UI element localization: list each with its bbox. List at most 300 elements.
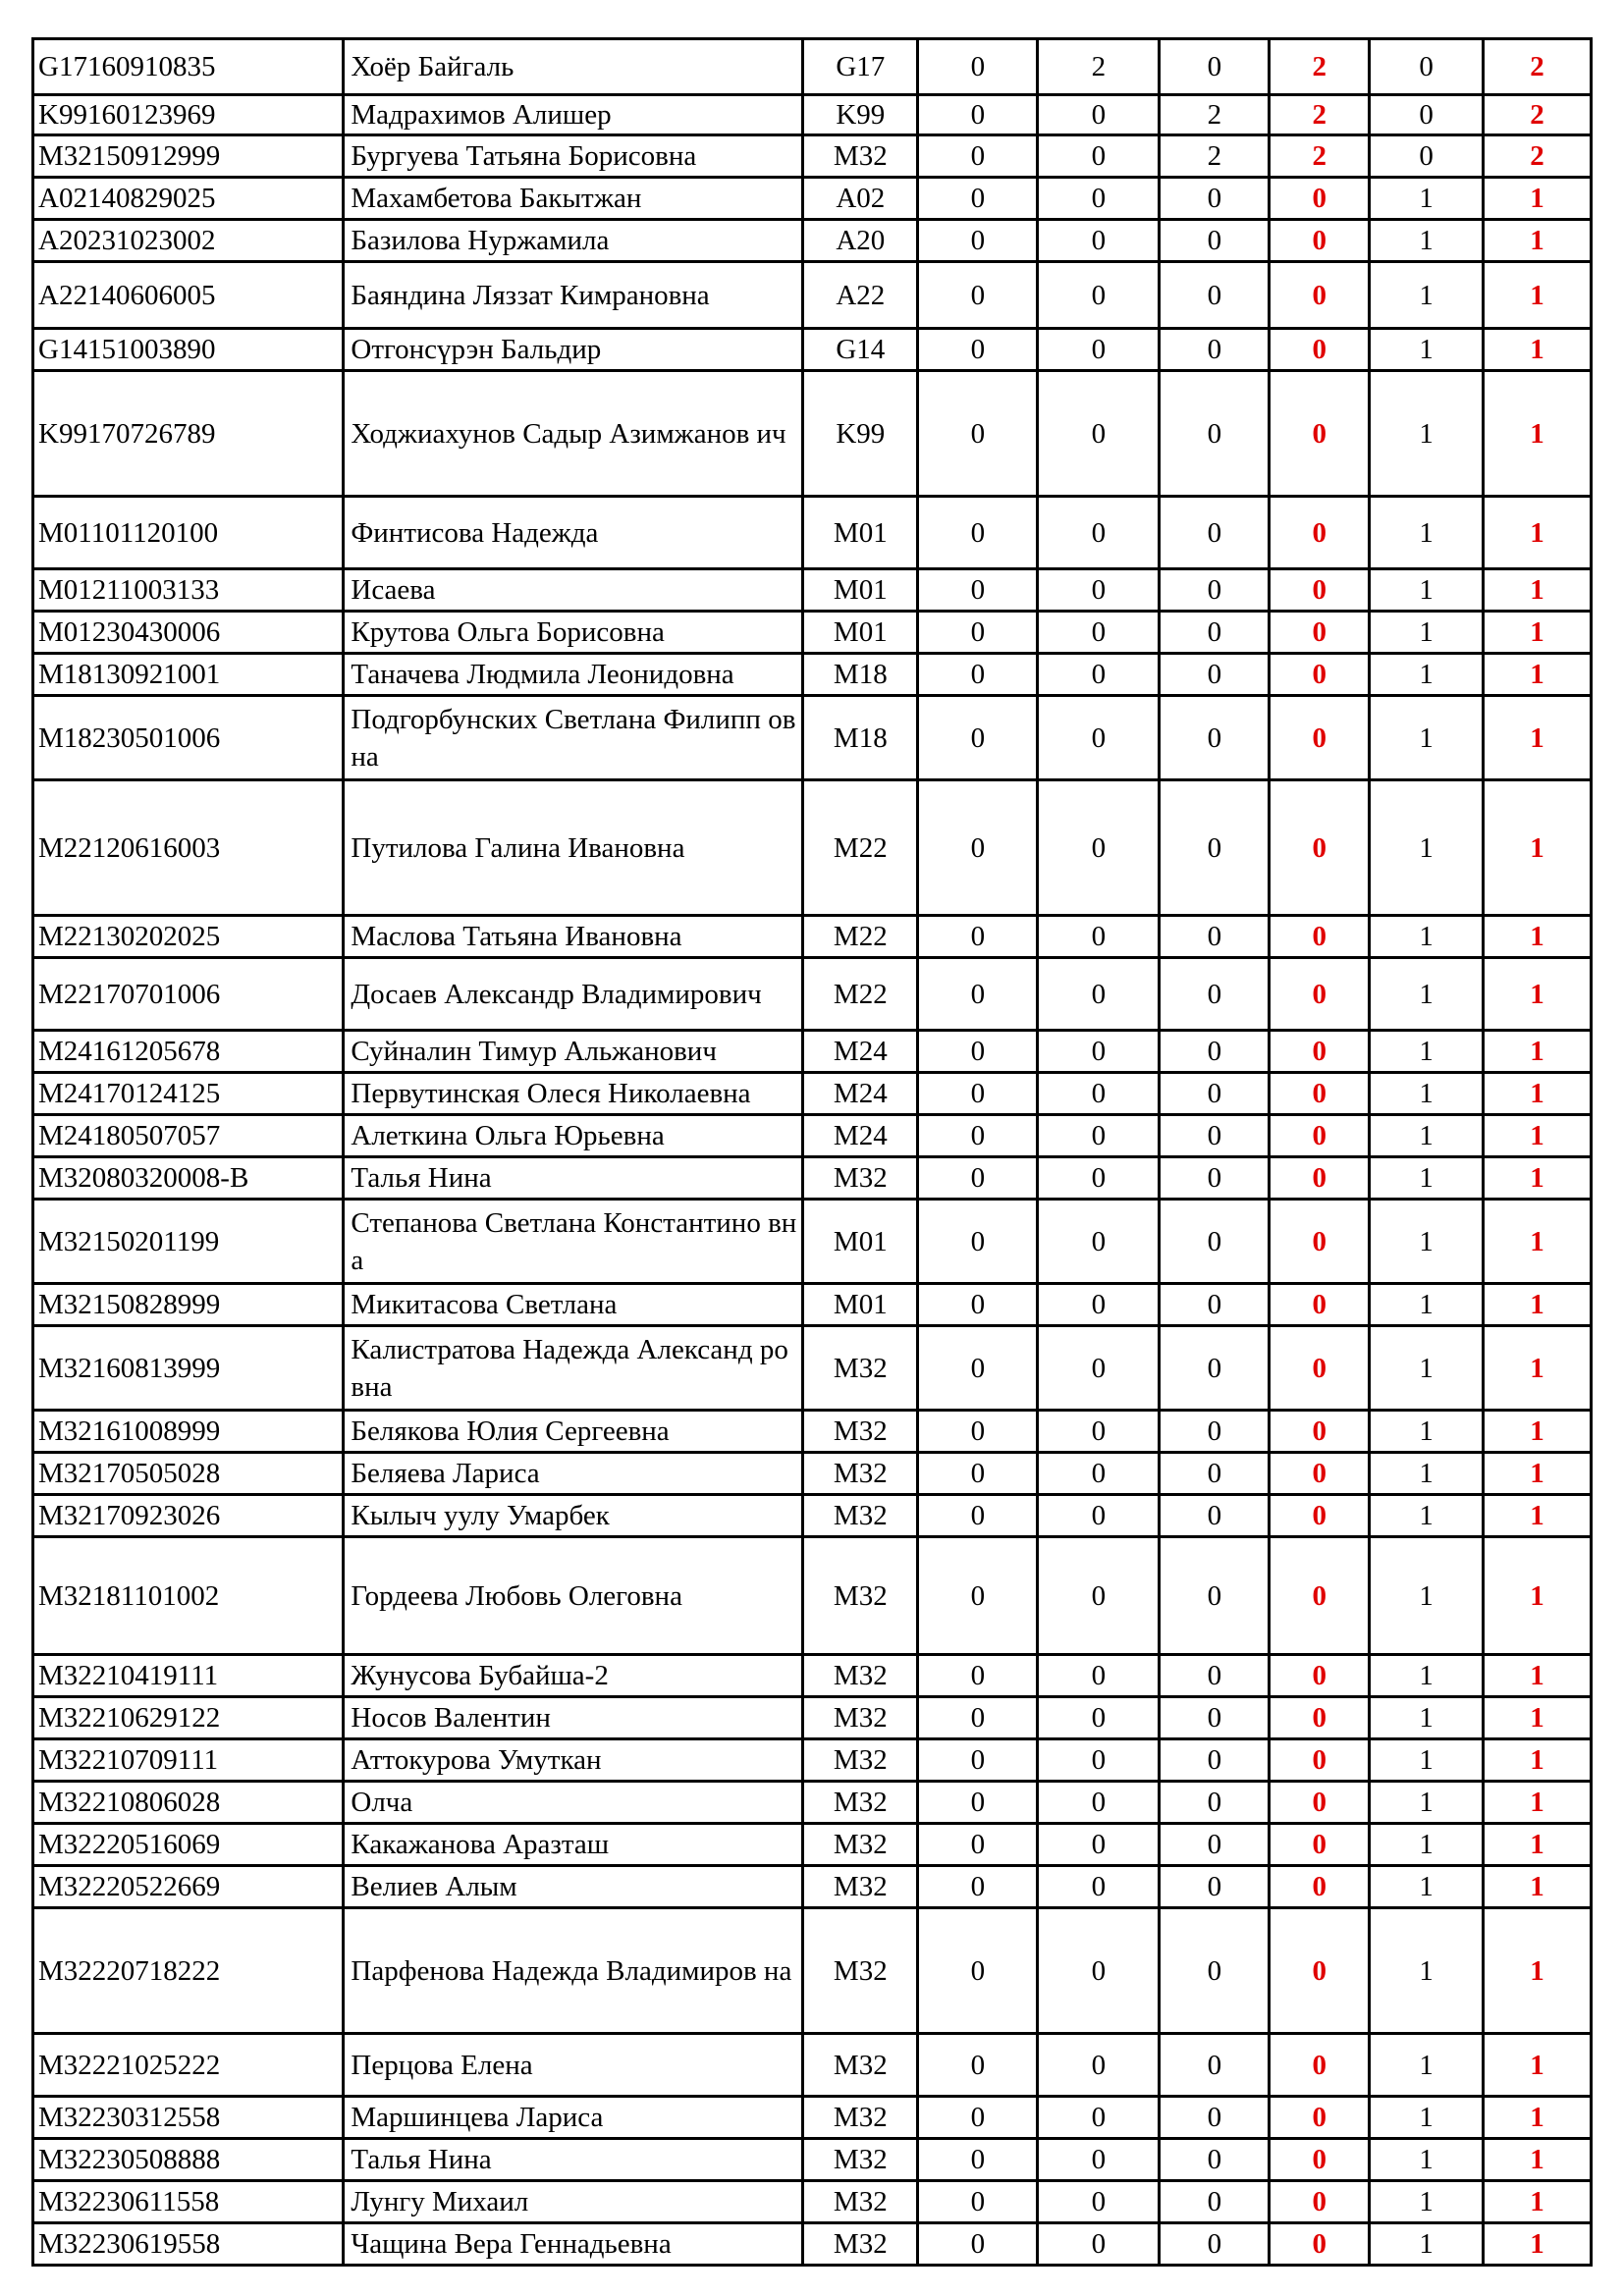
subtotal-cell: 0 bbox=[1270, 1157, 1370, 1200]
participant-code-cell: M24180507057 bbox=[33, 1115, 344, 1157]
score-cell-4: 1 bbox=[1370, 958, 1484, 1031]
total-cell: 1 bbox=[1484, 2034, 1592, 2097]
score-cell-1: 0 bbox=[918, 569, 1038, 612]
participant-code-cell: M32170923026 bbox=[33, 1495, 344, 1537]
subtotal-cell: 0 bbox=[1270, 1411, 1370, 1453]
participant-name-cell: Таначева Людмила Леонидовна bbox=[344, 654, 803, 696]
region-cell: M01 bbox=[803, 1284, 918, 1326]
participant-code-cell: M32220516069 bbox=[33, 1824, 344, 1866]
score-cell-4: 1 bbox=[1370, 2223, 1484, 2266]
table-row bbox=[33, 1908, 1592, 2034]
participant-name-cell: Алеткина Ольга Юрьевна bbox=[344, 1115, 803, 1157]
participant-code-cell: M32220522669 bbox=[33, 1866, 344, 1908]
subtotal-cell: 0 bbox=[1270, 1537, 1370, 1655]
score-cell-3: 0 bbox=[1160, 1866, 1270, 1908]
table-row bbox=[33, 1866, 1592, 1908]
region-cell: M32 bbox=[803, 2223, 918, 2266]
score-cell-4: 0 bbox=[1370, 135, 1484, 178]
region-cell: G14 bbox=[803, 329, 918, 371]
participant-name-cell: Калистратова Надежда Александ ровна bbox=[344, 1326, 803, 1411]
score-cell-4: 1 bbox=[1370, 178, 1484, 220]
participant-name-cell: Талья Нина bbox=[344, 2139, 803, 2181]
subtotal-cell: 0 bbox=[1270, 220, 1370, 262]
participant-code-cell: G17160910835 bbox=[33, 39, 344, 95]
participant-code-cell: A02140829025 bbox=[33, 178, 344, 220]
region-cell: M22 bbox=[803, 958, 918, 1031]
table-row bbox=[33, 612, 1592, 654]
total-cell: 1 bbox=[1484, 2097, 1592, 2139]
subtotal-cell: 0 bbox=[1270, 329, 1370, 371]
region-cell: M01 bbox=[803, 612, 918, 654]
table-row bbox=[33, 2223, 1592, 2266]
participant-code-cell: M01230430006 bbox=[33, 612, 344, 654]
participant-name-cell: Белякова Юлия Сергеевна bbox=[344, 1411, 803, 1453]
score-cell-1: 0 bbox=[918, 39, 1038, 95]
score-cell-2: 0 bbox=[1038, 329, 1160, 371]
region-cell: M32 bbox=[803, 1824, 918, 1866]
score-cell-2: 0 bbox=[1038, 916, 1160, 958]
region-cell: M32 bbox=[803, 2139, 918, 2181]
total-cell: 1 bbox=[1484, 1284, 1592, 1326]
table-row bbox=[33, 2181, 1592, 2223]
score-cell-2: 0 bbox=[1038, 262, 1160, 329]
participant-name-cell: Носов Валентин bbox=[344, 1697, 803, 1739]
region-cell: M32 bbox=[803, 1739, 918, 1782]
region-cell: M32 bbox=[803, 1495, 918, 1537]
region-cell: M32 bbox=[803, 1453, 918, 1495]
total-cell: 2 bbox=[1484, 135, 1592, 178]
subtotal-cell: 0 bbox=[1270, 1824, 1370, 1866]
score-cell-4: 1 bbox=[1370, 1411, 1484, 1453]
score-cell-4: 1 bbox=[1370, 1284, 1484, 1326]
subtotal-cell: 0 bbox=[1270, 2034, 1370, 2097]
subtotal-cell: 0 bbox=[1270, 178, 1370, 220]
score-cell-1: 0 bbox=[918, 1495, 1038, 1537]
participant-code-cell: K99160123969 bbox=[33, 95, 344, 135]
score-cell-1: 0 bbox=[918, 497, 1038, 569]
table-row bbox=[33, 262, 1592, 329]
participant-name-cell: Подгорбунских Светлана Филипп овна bbox=[344, 696, 803, 780]
subtotal-cell: 0 bbox=[1270, 1453, 1370, 1495]
subtotal-cell: 0 bbox=[1270, 371, 1370, 497]
participant-name-cell: Велиев Алым bbox=[344, 1866, 803, 1908]
score-cell-4: 1 bbox=[1370, 1200, 1484, 1284]
participant-name-cell: Первутинская Олеся Николаевна bbox=[344, 1073, 803, 1115]
total-cell: 1 bbox=[1484, 1824, 1592, 1866]
region-cell: M32 bbox=[803, 2181, 918, 2223]
participant-name-cell: Крутова Ольга Борисовна bbox=[344, 612, 803, 654]
score-cell-3: 0 bbox=[1160, 2223, 1270, 2266]
total-cell: 1 bbox=[1484, 371, 1592, 497]
score-cell-3: 0 bbox=[1160, 1411, 1270, 1453]
score-cell-4: 1 bbox=[1370, 1908, 1484, 2034]
total-cell: 1 bbox=[1484, 2181, 1592, 2223]
score-cell-4: 1 bbox=[1370, 371, 1484, 497]
participant-code-cell: K99170726789 bbox=[33, 371, 344, 497]
subtotal-cell: 0 bbox=[1270, 1655, 1370, 1697]
score-cell-1: 0 bbox=[918, 2223, 1038, 2266]
score-cell-3: 0 bbox=[1160, 569, 1270, 612]
subtotal-cell: 0 bbox=[1270, 696, 1370, 780]
table-row bbox=[33, 1739, 1592, 1782]
table-row bbox=[33, 1115, 1592, 1157]
score-cell-3: 0 bbox=[1160, 1655, 1270, 1697]
total-cell: 1 bbox=[1484, 1782, 1592, 1824]
score-cell-4: 1 bbox=[1370, 1537, 1484, 1655]
score-cell-2: 0 bbox=[1038, 1453, 1160, 1495]
score-cell-1: 0 bbox=[918, 2139, 1038, 2181]
participant-code-cell: M32150201199 bbox=[33, 1200, 344, 1284]
region-cell: G17 bbox=[803, 39, 918, 95]
participant-code-cell: M32210806028 bbox=[33, 1782, 344, 1824]
participant-code-cell: M32220718222 bbox=[33, 1908, 344, 2034]
score-cell-4: 1 bbox=[1370, 1115, 1484, 1157]
score-cell-2: 0 bbox=[1038, 1824, 1160, 1866]
table-row bbox=[33, 2097, 1592, 2139]
participant-name-cell: Базилова Нуржамила bbox=[344, 220, 803, 262]
participant-code-cell: M32150912999 bbox=[33, 135, 344, 178]
score-cell-4: 1 bbox=[1370, 1326, 1484, 1411]
participant-name-cell: Гордеева Любовь Олеговна bbox=[344, 1537, 803, 1655]
table-row bbox=[33, 696, 1592, 780]
score-cell-4: 1 bbox=[1370, 612, 1484, 654]
table-row bbox=[33, 1157, 1592, 1200]
score-cell-2: 0 bbox=[1038, 178, 1160, 220]
table-row bbox=[33, 2034, 1592, 2097]
total-cell: 1 bbox=[1484, 696, 1592, 780]
subtotal-cell: 0 bbox=[1270, 1326, 1370, 1411]
score-cell-2: 0 bbox=[1038, 780, 1160, 916]
total-cell: 1 bbox=[1484, 654, 1592, 696]
score-cell-2: 0 bbox=[1038, 1157, 1160, 1200]
subtotal-cell: 0 bbox=[1270, 1739, 1370, 1782]
subtotal-cell: 0 bbox=[1270, 2181, 1370, 2223]
region-cell: A02 bbox=[803, 178, 918, 220]
score-cell-1: 0 bbox=[918, 1453, 1038, 1495]
score-cell-3: 2 bbox=[1160, 95, 1270, 135]
score-cell-3: 0 bbox=[1160, 654, 1270, 696]
subtotal-cell: 0 bbox=[1270, 1284, 1370, 1326]
region-cell: M32 bbox=[803, 1697, 918, 1739]
score-cell-2: 0 bbox=[1038, 2097, 1160, 2139]
region-cell: M01 bbox=[803, 569, 918, 612]
score-cell-4: 1 bbox=[1370, 1031, 1484, 1073]
participant-name-cell: Парфенова Надежда Владимиров на bbox=[344, 1908, 803, 2034]
score-cell-3: 0 bbox=[1160, 2034, 1270, 2097]
score-cell-3: 0 bbox=[1160, 2181, 1270, 2223]
table-row bbox=[33, 135, 1592, 178]
score-cell-3: 0 bbox=[1160, 1157, 1270, 1200]
score-cell-1: 0 bbox=[918, 1326, 1038, 1411]
total-cell: 1 bbox=[1484, 1537, 1592, 1655]
participant-name-cell: Жунусова Бубайша-2 bbox=[344, 1655, 803, 1697]
subtotal-cell: 0 bbox=[1270, 497, 1370, 569]
score-cell-4: 1 bbox=[1370, 1824, 1484, 1866]
score-cell-4: 1 bbox=[1370, 1453, 1484, 1495]
table-row bbox=[33, 1495, 1592, 1537]
region-cell: A20 bbox=[803, 220, 918, 262]
participant-code-cell: M32230611558 bbox=[33, 2181, 344, 2223]
score-cell-3: 0 bbox=[1160, 1537, 1270, 1655]
score-cell-4: 1 bbox=[1370, 1495, 1484, 1537]
total-cell: 1 bbox=[1484, 1866, 1592, 1908]
subtotal-cell: 0 bbox=[1270, 2139, 1370, 2181]
score-cell-3: 0 bbox=[1160, 958, 1270, 1031]
participant-code-cell: M32160813999 bbox=[33, 1326, 344, 1411]
region-cell: A22 bbox=[803, 262, 918, 329]
table-row bbox=[33, 39, 1592, 95]
total-cell: 1 bbox=[1484, 958, 1592, 1031]
table-row bbox=[33, 958, 1592, 1031]
table-row bbox=[33, 1326, 1592, 1411]
participant-code-cell: M22170701006 bbox=[33, 958, 344, 1031]
score-cell-3: 0 bbox=[1160, 497, 1270, 569]
table-row bbox=[33, 1031, 1592, 1073]
subtotal-cell: 0 bbox=[1270, 612, 1370, 654]
region-cell: M32 bbox=[803, 1411, 918, 1453]
participant-code-cell: M01211003133 bbox=[33, 569, 344, 612]
participant-name-cell: Лунгу Михаил bbox=[344, 2181, 803, 2223]
participant-code-cell: M32230312558 bbox=[33, 2097, 344, 2139]
region-cell: M24 bbox=[803, 1073, 918, 1115]
subtotal-cell: 0 bbox=[1270, 916, 1370, 958]
score-cell-1: 0 bbox=[918, 262, 1038, 329]
region-cell: M32 bbox=[803, 1326, 918, 1411]
participant-code-cell: A22140606005 bbox=[33, 262, 344, 329]
participant-name-cell: Аттокурова Умуткан bbox=[344, 1739, 803, 1782]
subtotal-cell: 2 bbox=[1270, 39, 1370, 95]
score-cell-1: 0 bbox=[918, 1284, 1038, 1326]
score-cell-3: 0 bbox=[1160, 1495, 1270, 1537]
score-cell-1: 0 bbox=[918, 1537, 1038, 1655]
region-cell: M24 bbox=[803, 1115, 918, 1157]
score-cell-1: 0 bbox=[918, 1782, 1038, 1824]
table-row bbox=[33, 1782, 1592, 1824]
score-cell-2: 0 bbox=[1038, 2223, 1160, 2266]
participant-code-cell: G14151003890 bbox=[33, 329, 344, 371]
participant-code-cell: A20231023002 bbox=[33, 220, 344, 262]
score-cell-2: 0 bbox=[1038, 95, 1160, 135]
participant-name-cell: Суйналин Тимур Альжанович bbox=[344, 1031, 803, 1073]
score-cell-1: 0 bbox=[918, 178, 1038, 220]
score-cell-4: 1 bbox=[1370, 220, 1484, 262]
region-cell: K99 bbox=[803, 95, 918, 135]
score-cell-1: 0 bbox=[918, 1697, 1038, 1739]
score-cell-3: 0 bbox=[1160, 1908, 1270, 2034]
participant-name-cell: Ходжиахунов Садыр Азимжанов ич bbox=[344, 371, 803, 497]
participant-name-cell: Бургуева Татьяна Борисовна bbox=[344, 135, 803, 178]
total-cell: 1 bbox=[1484, 1495, 1592, 1537]
table-row bbox=[33, 1073, 1592, 1115]
score-cell-1: 0 bbox=[918, 1115, 1038, 1157]
score-cell-4: 1 bbox=[1370, 696, 1484, 780]
region-cell: M22 bbox=[803, 916, 918, 958]
score-cell-1: 0 bbox=[918, 2034, 1038, 2097]
score-cell-2: 0 bbox=[1038, 1866, 1160, 1908]
subtotal-cell: 2 bbox=[1270, 95, 1370, 135]
participant-code-cell: M32210629122 bbox=[33, 1697, 344, 1739]
score-cell-3: 0 bbox=[1160, 780, 1270, 916]
table-row bbox=[33, 220, 1592, 262]
subtotal-cell: 0 bbox=[1270, 780, 1370, 916]
subtotal-cell: 2 bbox=[1270, 135, 1370, 178]
score-cell-4: 1 bbox=[1370, 916, 1484, 958]
table-row bbox=[33, 654, 1592, 696]
subtotal-cell: 0 bbox=[1270, 1908, 1370, 2034]
participant-name-cell: Кылыч уулу Умарбек bbox=[344, 1495, 803, 1537]
participant-code-cell: M32181101002 bbox=[33, 1537, 344, 1655]
subtotal-cell: 0 bbox=[1270, 1200, 1370, 1284]
total-cell: 1 bbox=[1484, 1908, 1592, 2034]
subtotal-cell: 0 bbox=[1270, 654, 1370, 696]
score-cell-4: 1 bbox=[1370, 780, 1484, 916]
subtotal-cell: 0 bbox=[1270, 1866, 1370, 1908]
participant-code-cell: M24161205678 bbox=[33, 1031, 344, 1073]
score-cell-2: 0 bbox=[1038, 1495, 1160, 1537]
table-row bbox=[33, 95, 1592, 135]
score-cell-1: 0 bbox=[918, 1655, 1038, 1697]
score-cell-3: 0 bbox=[1160, 1453, 1270, 1495]
participant-code-cell: M32210709111 bbox=[33, 1739, 344, 1782]
score-cell-3: 0 bbox=[1160, 39, 1270, 95]
region-cell: K99 bbox=[803, 371, 918, 497]
score-cell-4: 1 bbox=[1370, 1782, 1484, 1824]
table-row bbox=[33, 497, 1592, 569]
total-cell: 2 bbox=[1484, 95, 1592, 135]
score-cell-2: 0 bbox=[1038, 569, 1160, 612]
score-cell-3: 0 bbox=[1160, 329, 1270, 371]
score-cell-4: 1 bbox=[1370, 569, 1484, 612]
total-cell: 1 bbox=[1484, 329, 1592, 371]
score-cell-3: 0 bbox=[1160, 1200, 1270, 1284]
table-row bbox=[33, 1824, 1592, 1866]
score-cell-2: 0 bbox=[1038, 1537, 1160, 1655]
participant-name-cell: Хоёр Байгаль bbox=[344, 39, 803, 95]
score-cell-1: 0 bbox=[918, 220, 1038, 262]
results-table bbox=[31, 37, 1593, 2267]
score-cell-4: 1 bbox=[1370, 2181, 1484, 2223]
score-cell-1: 0 bbox=[918, 1866, 1038, 1908]
score-cell-2: 0 bbox=[1038, 220, 1160, 262]
participant-name-cell: Чащина Вера Геннадьевна bbox=[344, 2223, 803, 2266]
score-cell-3: 0 bbox=[1160, 2097, 1270, 2139]
table-row bbox=[33, 1453, 1592, 1495]
participant-name-cell: Баяндина Ляззат Кимрановна bbox=[344, 262, 803, 329]
score-cell-2: 0 bbox=[1038, 1284, 1160, 1326]
table-row bbox=[33, 1284, 1592, 1326]
total-cell: 1 bbox=[1484, 569, 1592, 612]
total-cell: 2 bbox=[1484, 39, 1592, 95]
score-cell-1: 0 bbox=[918, 95, 1038, 135]
region-cell: M24 bbox=[803, 1031, 918, 1073]
score-cell-2: 0 bbox=[1038, 2139, 1160, 2181]
score-cell-1: 0 bbox=[918, 696, 1038, 780]
region-cell: M32 bbox=[803, 1157, 918, 1200]
region-cell: M32 bbox=[803, 1655, 918, 1697]
participant-name-cell: Отгонсүрэн Бальдир bbox=[344, 329, 803, 371]
score-cell-4: 0 bbox=[1370, 39, 1484, 95]
table-row bbox=[33, 329, 1592, 371]
region-cell: M22 bbox=[803, 780, 918, 916]
table-row bbox=[33, 569, 1592, 612]
participant-name-cell: Степанова Светлана Константино вна bbox=[344, 1200, 803, 1284]
score-cell-3: 0 bbox=[1160, 1739, 1270, 1782]
participant-code-cell: M22120616003 bbox=[33, 780, 344, 916]
subtotal-cell: 0 bbox=[1270, 262, 1370, 329]
participant-code-cell: M32080320008-B bbox=[33, 1157, 344, 1200]
region-cell: M01 bbox=[803, 1200, 918, 1284]
total-cell: 1 bbox=[1484, 1655, 1592, 1697]
participant-code-cell: M32210419111 bbox=[33, 1655, 344, 1697]
subtotal-cell: 0 bbox=[1270, 1031, 1370, 1073]
total-cell: 1 bbox=[1484, 2223, 1592, 2266]
participant-name-cell: Талья Нина bbox=[344, 1157, 803, 1200]
score-cell-4: 0 bbox=[1370, 95, 1484, 135]
total-cell: 1 bbox=[1484, 1739, 1592, 1782]
score-cell-4: 1 bbox=[1370, 1655, 1484, 1697]
score-cell-2: 0 bbox=[1038, 696, 1160, 780]
table-row bbox=[33, 780, 1592, 916]
participant-name-cell: Путилова Галина Ивановна bbox=[344, 780, 803, 916]
score-cell-2: 0 bbox=[1038, 1115, 1160, 1157]
score-cell-1: 0 bbox=[918, 1031, 1038, 1073]
table-row bbox=[33, 1655, 1592, 1697]
region-cell: M32 bbox=[803, 135, 918, 178]
score-cell-2: 0 bbox=[1038, 1782, 1160, 1824]
score-cell-2: 0 bbox=[1038, 1411, 1160, 1453]
score-cell-2: 0 bbox=[1038, 1697, 1160, 1739]
score-cell-2: 0 bbox=[1038, 1200, 1160, 1284]
score-cell-1: 0 bbox=[918, 1411, 1038, 1453]
region-cell: M32 bbox=[803, 2034, 918, 2097]
score-cell-1: 0 bbox=[918, 654, 1038, 696]
score-cell-3: 0 bbox=[1160, 1284, 1270, 1326]
score-cell-3: 0 bbox=[1160, 1031, 1270, 1073]
table-row bbox=[33, 1537, 1592, 1655]
score-cell-1: 0 bbox=[918, 1157, 1038, 1200]
score-cell-3: 0 bbox=[1160, 2139, 1270, 2181]
participant-code-cell: M24170124125 bbox=[33, 1073, 344, 1115]
score-cell-1: 0 bbox=[918, 780, 1038, 916]
participant-name-cell: Финтисова Надежда bbox=[344, 497, 803, 569]
participant-code-cell: M01101120100 bbox=[33, 497, 344, 569]
participant-name-cell: Перцова Елена bbox=[344, 2034, 803, 2097]
table-row bbox=[33, 1411, 1592, 1453]
score-cell-1: 0 bbox=[918, 916, 1038, 958]
score-cell-4: 1 bbox=[1370, 2097, 1484, 2139]
participant-name-cell: Махамбетова Бакытжан bbox=[344, 178, 803, 220]
score-cell-2: 0 bbox=[1038, 2034, 1160, 2097]
score-cell-4: 1 bbox=[1370, 654, 1484, 696]
score-cell-2: 0 bbox=[1038, 1908, 1160, 2034]
participant-code-cell: M32230619558 bbox=[33, 2223, 344, 2266]
table-row bbox=[33, 916, 1592, 958]
score-cell-3: 0 bbox=[1160, 262, 1270, 329]
score-cell-3: 0 bbox=[1160, 1326, 1270, 1411]
region-cell: M01 bbox=[803, 497, 918, 569]
table-row bbox=[33, 2139, 1592, 2181]
score-cell-2: 0 bbox=[1038, 1655, 1160, 1697]
participant-name-cell: Олча bbox=[344, 1782, 803, 1824]
score-cell-3: 2 bbox=[1160, 135, 1270, 178]
total-cell: 1 bbox=[1484, 1411, 1592, 1453]
participant-code-cell: M18230501006 bbox=[33, 696, 344, 780]
participant-name-cell: Какажанова Аразташ bbox=[344, 1824, 803, 1866]
total-cell: 1 bbox=[1484, 178, 1592, 220]
subtotal-cell: 0 bbox=[1270, 2223, 1370, 2266]
score-cell-3: 0 bbox=[1160, 696, 1270, 780]
score-cell-3: 0 bbox=[1160, 612, 1270, 654]
